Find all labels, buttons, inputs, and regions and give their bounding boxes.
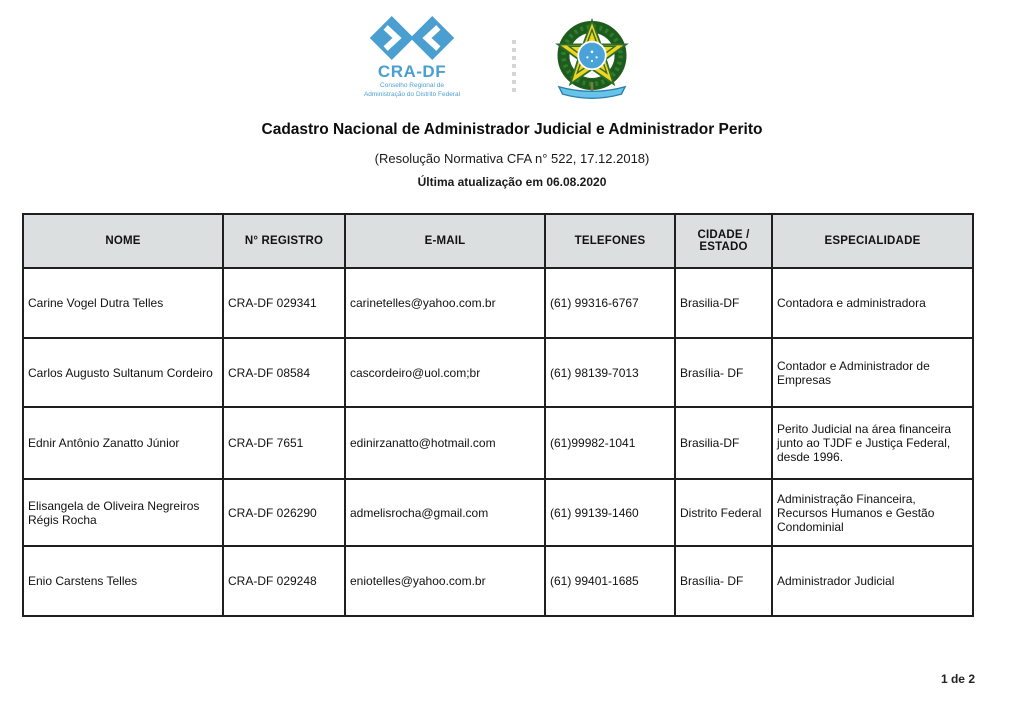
table-cell: Carine Vogel Dutra Telles [23,268,223,338]
table-cell: (61) 99401-1685 [545,546,675,616]
table-cell: Distrito Federal [675,479,772,546]
table-header-row [23,214,973,268]
table-cell: (61) 99139-1460 [545,479,675,546]
table-cell: Ednir Antônio Zanatto Júnior [23,407,223,479]
table-cell: Administrador Judicial [772,546,973,616]
cra-df-caption-line1: Conselho Regional de [380,82,444,89]
page-title: Cadastro Nacional de Administrador Judicial e Administrador Perito [261,121,763,138]
table-cell: CRA-DF 08584 [223,338,345,407]
page-number: 1 de 2 [940,672,975,686]
table-cell: Perito Judicial na área financeira junto ao TJDF e Justiça Federal, desde 1996. [772,407,973,479]
column-header-telefones: TELEFONES [545,214,675,268]
table-cell: (61)99982-1041 [545,407,675,479]
table-cell: CRA-DF 029341 [223,268,345,338]
table-row [23,479,973,546]
table-cell: Brasília- DF [675,338,772,407]
table-row [23,338,973,407]
table-cell: Brasília- DF [675,546,772,616]
cra-df-logo-icon [368,15,456,61]
logo-separator-dots [512,40,516,92]
table-cell: Carlos Augusto Sultanum Cordeiro [23,338,223,407]
table-cell: Enio Carstens Telles [23,546,223,616]
table-row [23,407,973,479]
column-header-especialidade: ESPECIALIDADE [772,214,973,268]
column-header-cidade-estado: CIDADE / ESTADO [675,214,772,268]
brazil-coat-of-arms-icon [546,15,638,107]
table-row [23,546,973,616]
table-cell: Brasilia-DF [675,407,772,479]
table-cell: admelisrocha@gmail.com [345,479,545,546]
cra-df-logo [342,15,482,100]
table-cell: cascordeiro@uol.com;br [345,338,545,407]
table-cell: edinirzanatto@hotmail.com [345,407,545,479]
page-subtitle: (Resolução Normativa CFA n° 522, 17.12.2018) [374,151,650,166]
table-cell: Administração Financeira, Recursos Humanos e Gestão Condominial [772,479,973,546]
table-cell: eniotelles@yahoo.com.br [345,546,545,616]
document-header-logos [0,0,1002,107]
table-cell: CRA-DF 029248 [223,546,345,616]
cra-df-logo-text: CRA-DF [377,62,447,81]
column-header-nome: NOME [23,214,223,268]
table-cell: Brasilia-DF [675,268,772,338]
cra-df-caption-line2: Administração do Distrito Federal [363,90,461,98]
table-body [23,268,973,616]
registry-table [22,213,974,617]
table-row [23,268,973,338]
table-cell: Contador e Administrador de Empresas [772,338,973,407]
table-cell: CRA-DF 026290 [223,479,345,546]
table-cell: (61) 98139-7013 [545,338,675,407]
column-header-registro: N° REGISTRO [223,214,345,268]
last-update-note: Última atualização em 06.08.2020 [417,175,607,189]
table-cell: CRA-DF 7651 [223,407,345,479]
table-cell: Contadora e administradora [772,268,973,338]
table-cell: (61) 99316-6767 [545,268,675,338]
table-cell: Elisangela de Oliveira Negreiros Régis Rocha [23,479,223,546]
table-cell: carinetelles@yahoo.com.br [345,268,545,338]
column-header-email: E-MAIL [345,214,545,268]
